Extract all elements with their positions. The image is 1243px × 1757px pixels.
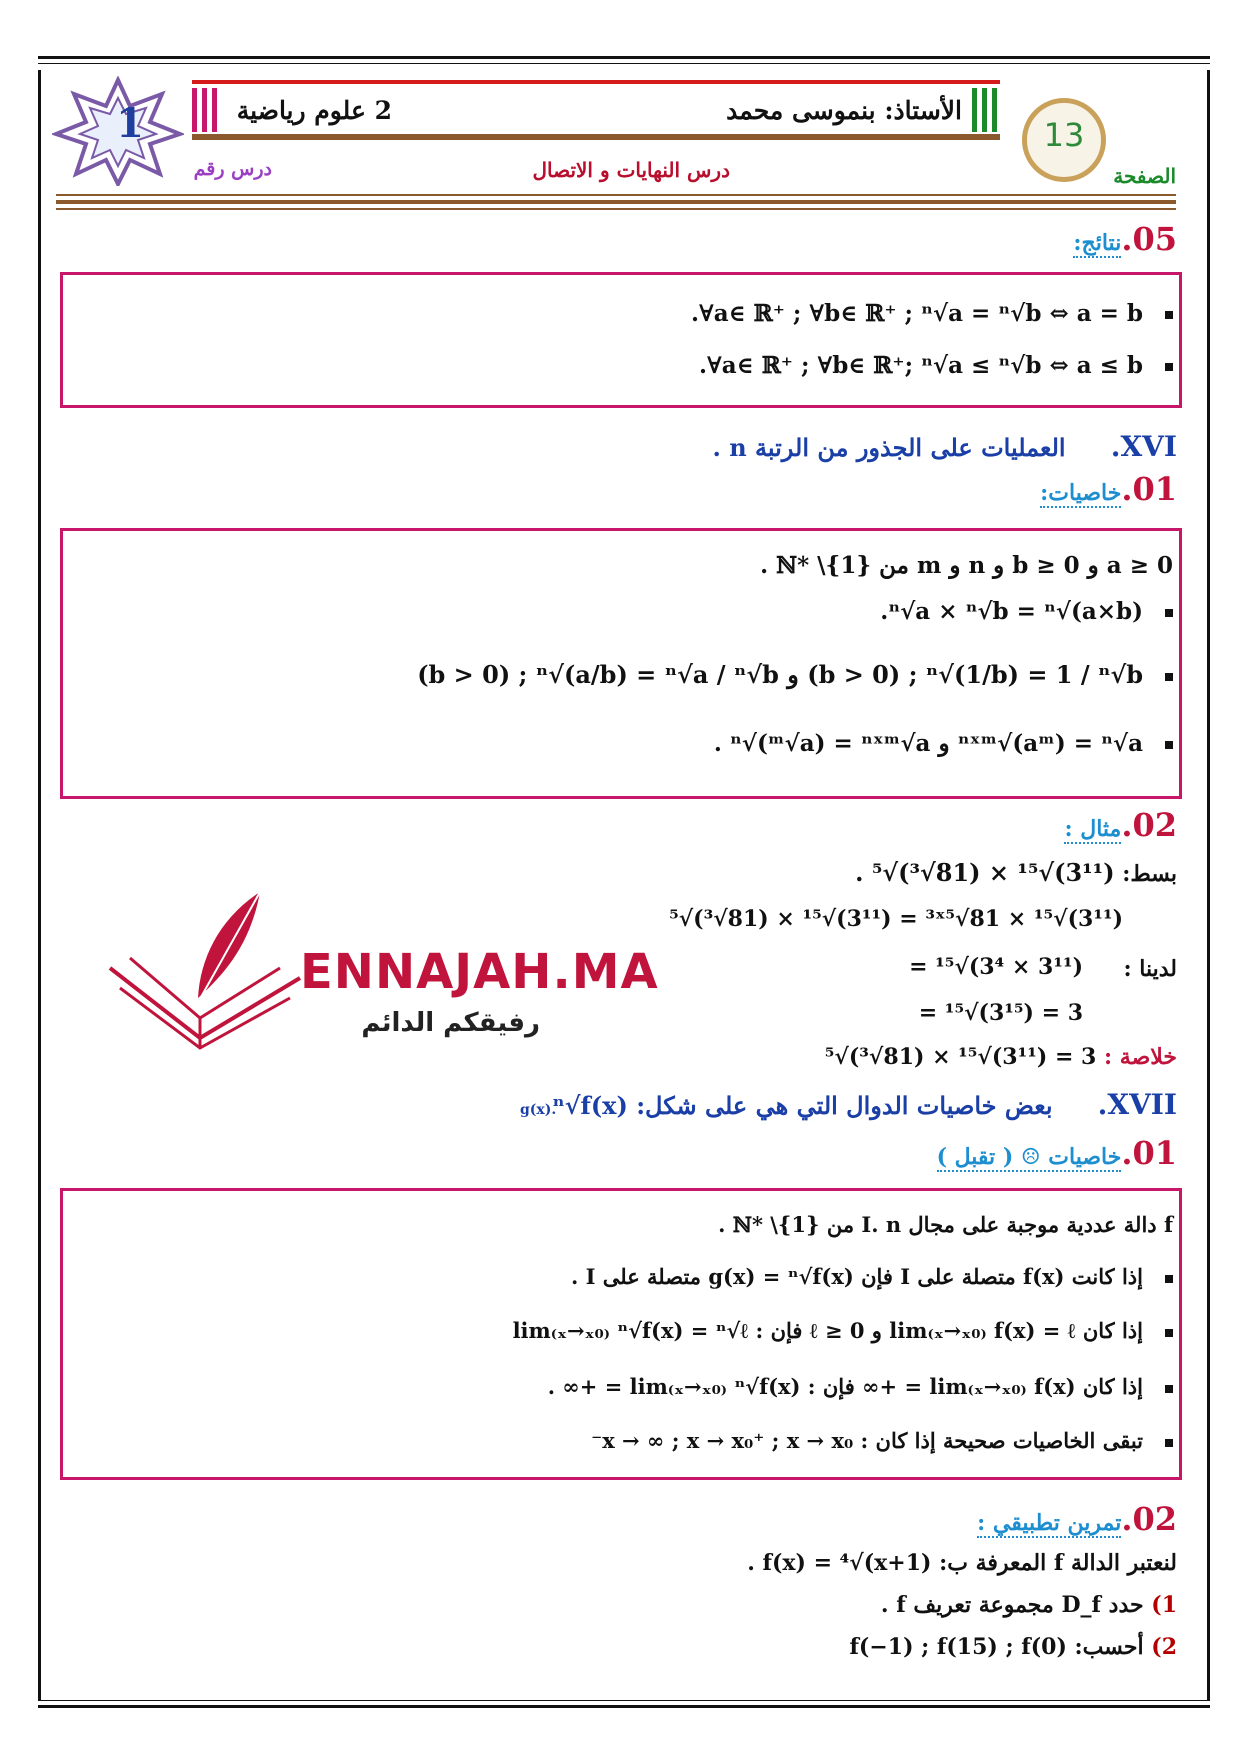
right-border: [1207, 70, 1210, 1700]
property-product: .ⁿ√a × ⁿ√b = ⁿ√(a×b): [880, 598, 1173, 625]
function-properties-intro: f دالة عددية موجبة على مجال I. n من ℕ* \{1} .: [718, 1212, 1173, 1237]
section-number: 01.: [1121, 470, 1177, 508]
lesson-title: درس النهايات و الاتصال: [532, 158, 730, 182]
section-title: خاصيات ☹ ( تقبل ): [936, 1144, 1122, 1170]
stripe-green: [992, 88, 997, 132]
brand-name: ENNAJAH.MA: [300, 944, 659, 1000]
section-xvi-title: العمليات على الجذور من الرتبة n .: [712, 433, 1066, 462]
section-02b-heading: [977, 1500, 1177, 1538]
section-title: مثال :: [1064, 816, 1122, 842]
property-finite-limit: إذا كان lim₍ₓ→ₓ₀₎ f(x) = ℓ و ℓ ≥ 0 فإن : lim₍ₓ→ₓ₀₎ ⁿ√f(x) = ⁿ√ℓ: [513, 1318, 1173, 1344]
stripe: [202, 88, 207, 132]
header-red-line: [192, 80, 1000, 84]
section-02-heading: [1064, 806, 1177, 844]
example-simplify: [855, 858, 1177, 887]
roman-numeral: XVI.: [1110, 430, 1177, 463]
property-continuity: إذا كانت f(x) متصلة على I فإن g(x) = ⁿ√f(x) متصلة على I .: [571, 1264, 1173, 1289]
stripe-green: [982, 88, 987, 132]
exercise-question-1: 1) حدد D_f مجموعة تعريف f .: [880, 1592, 1177, 1618]
section-title: تمرين تطبيقي :: [977, 1510, 1122, 1536]
exercise-intro: لنعتبر الدالة f المعرفة ب: f(x) = ⁴√(x+1) .: [747, 1550, 1177, 1576]
bullet-icon: [1165, 363, 1173, 371]
property-nested-roots: . ⁿ√(ᵐ√a) = ⁿˣᵐ√a و ⁿˣᵐ√(aᵐ) = ⁿ√a: [714, 730, 1173, 757]
section-number: 02.: [1121, 1500, 1177, 1538]
section-number: 05.: [1121, 220, 1177, 258]
teacher-label: الأستاذ: بنموسى محمد: [726, 96, 962, 125]
bottom-rule-thin: [38, 1700, 1210, 1701]
top-rule: [38, 56, 1210, 59]
brand-tagline: رفيقكم الدائم: [361, 1008, 540, 1038]
stripe: [212, 88, 217, 132]
bullet-icon: [1165, 1439, 1173, 1447]
example-conclusion: [825, 1044, 1177, 1070]
property-remains-valid: تبقى الخاصيات صحيحة إذا كان : x → ∞ ; x → x₀⁺ ; x → x₀⁻: [591, 1428, 1173, 1453]
bullet-icon: [1165, 741, 1173, 749]
bullet-icon: [1165, 673, 1173, 681]
star-number: 1: [116, 100, 144, 147]
stripe: [192, 88, 197, 132]
section-xvii-title: بعض خاصيات الدوال التي هي على شكل: ⁿ√f(x): [552, 1091, 1053, 1120]
roman-numeral: XVII.: [1097, 1088, 1177, 1121]
header-rule-2: [56, 200, 1176, 204]
section-05-heading: [1073, 220, 1177, 258]
left-border: [38, 70, 41, 1700]
bullet-icon: [1165, 609, 1173, 617]
top-rule-thin: [38, 63, 1210, 64]
section-xvi-heading: [712, 430, 1177, 463]
example-step-3: = ¹⁵√(3¹⁵) = 3: [918, 1000, 1083, 1026]
page-label: الصفحة: [1113, 164, 1176, 188]
bullet-icon: [1165, 1275, 1173, 1283]
conclusion-label: خلاصة :: [1104, 1044, 1177, 1070]
lesson-number-label: درس رقم: [193, 158, 272, 180]
bottom-rule: [38, 1705, 1210, 1708]
bullet-icon: [1165, 1329, 1173, 1337]
simplify-label: بسط:: [1122, 861, 1177, 887]
book-feather-logo-icon: [100, 888, 310, 1058]
section-number: 01.: [1121, 1134, 1177, 1172]
exercise-question-2: 2) أحسب: f(−1) ; f(15) ; f(0): [849, 1634, 1177, 1660]
level-label: 2 علوم رياضية: [236, 96, 392, 125]
header-brown-line: [192, 134, 1000, 140]
page-number: 13: [1043, 116, 1085, 154]
result-item-1: .∀a∈ ℝ⁺ ; ∀b∈ ℝ⁺ ; ⁿ√a = ⁿ√b ⇔ a = b: [691, 300, 1173, 327]
example-step-1: ⁵√(³√81) × ¹⁵√(3¹¹) = ³ˣ⁵√81 × ¹⁵√(3¹¹): [669, 906, 1123, 932]
clipped-fragment: g(x).: [520, 1102, 557, 1118]
bullet-icon: [1165, 1385, 1173, 1393]
properties-intro: a ≥ 0 و b ≥ 0 و n و m من ℕ* \{1} .: [760, 552, 1173, 579]
section-xvii-heading: [552, 1088, 1177, 1121]
example-step-2: = ¹⁵√(3⁴ × 3¹¹): [909, 954, 1083, 980]
header-rule-3: [56, 208, 1176, 210]
section-title: خاصيات:: [1040, 480, 1122, 506]
property-quotient: (b > 0) ; ⁿ√(a/b) = ⁿ√a / ⁿ√b و (b > 0) ; ⁿ√(1/b) = 1 / ⁿ√b: [417, 660, 1173, 689]
result-item-2: .∀a∈ ℝ⁺ ; ∀b∈ ℝ⁺; ⁿ√a ≤ ⁿ√b ⇔ a ≤ b: [699, 352, 1173, 379]
section-title: نتائج:: [1073, 230, 1122, 256]
results-box: [60, 272, 1182, 408]
section-01b-heading: [937, 1134, 1177, 1172]
stripe-green: [972, 88, 977, 132]
section-number: 02.: [1121, 806, 1177, 844]
conclusion-expression: ⁵√(³√81) × ¹⁵√(3¹¹) = 3: [824, 1044, 1097, 1070]
bullet-icon: [1165, 311, 1173, 319]
simplify-expression: . ⁵√(³√81) × ¹⁵√(3¹¹): [855, 858, 1115, 887]
property-infinite-limit: إذا كان lim₍ₓ→ₓ₀₎ f(x) = +∞ فإن : lim₍ₓ→ₓ₀₎ ⁿ√f(x) = +∞ .: [548, 1374, 1173, 1399]
section-01-heading: [1040, 470, 1177, 508]
header-rule-1: [56, 194, 1176, 196]
we-have-label: لدينا :: [1123, 956, 1177, 982]
